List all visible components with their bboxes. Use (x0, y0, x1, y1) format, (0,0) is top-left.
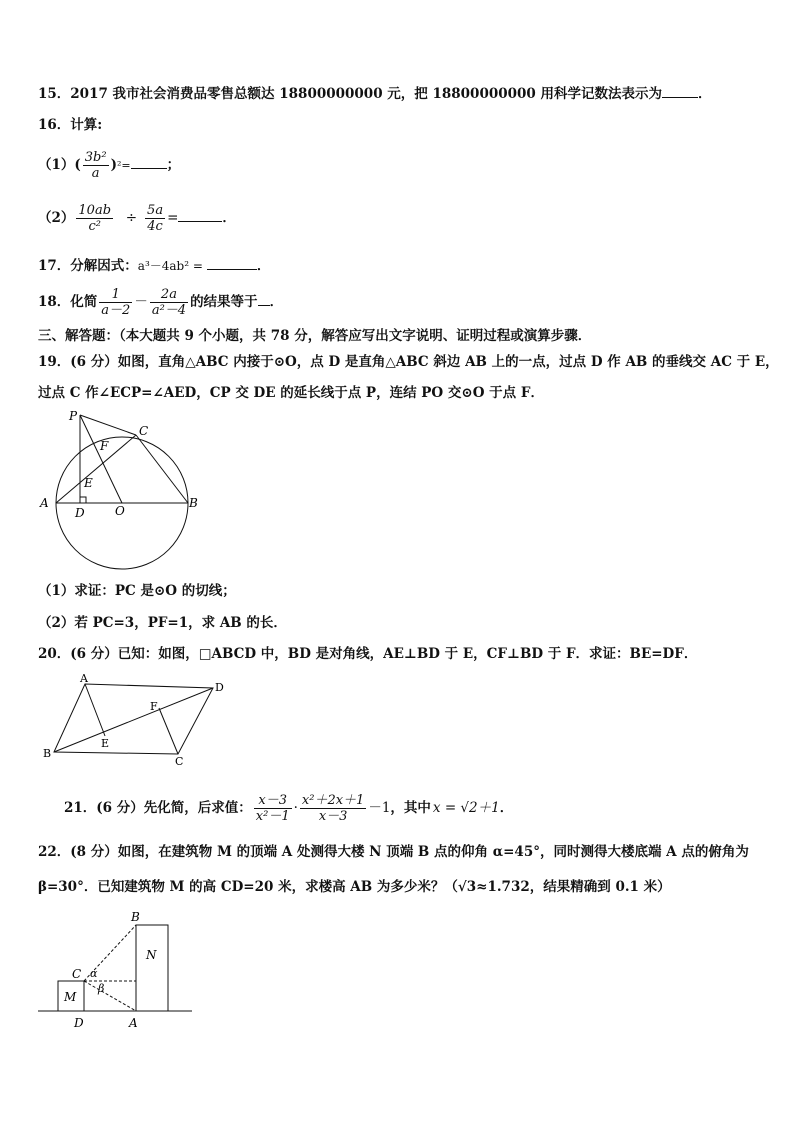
label-d: D (215, 681, 224, 694)
label-a: A (40, 496, 49, 510)
denominator: 4c (147, 219, 163, 234)
paren-close: ) (110, 157, 117, 173)
period: ． (499, 800, 514, 816)
question-19-sub-1: （1）求证：PC 是⊙O 的切线； (38, 583, 236, 599)
question-18 (38, 287, 283, 318)
denominator: a²－4 (151, 303, 187, 318)
numerator: 1 (99, 287, 132, 303)
answer-blank (178, 208, 222, 222)
segment-cb (136, 435, 188, 503)
part-label: （1）( (38, 157, 81, 173)
answer-blank (258, 292, 270, 306)
label-b: B (43, 747, 52, 760)
period: ． (698, 86, 712, 102)
denominator: a－2 (101, 303, 131, 318)
question-17-text: 17．分解因式： (38, 258, 138, 274)
fraction-2 (150, 287, 188, 318)
label-n: N (146, 948, 157, 962)
question-22-line-1: 22．(8 分）如图，在建筑物 M 的顶端 A 处测得大楼 N 顶端 B 点的仰角 α=45°，同时测得大楼底端 A 点的俯角为 (38, 844, 749, 860)
label-d: D (75, 506, 85, 520)
part-label: （2） (38, 210, 75, 226)
question-17 (38, 256, 270, 275)
question-21 (64, 793, 513, 824)
denominator: c² (88, 219, 101, 234)
label-e: E (84, 476, 93, 490)
fraction-2 (300, 793, 366, 824)
question-19-sub-2: （2）若 PC=3，PF=1，求 AB 的长． (38, 615, 287, 631)
power: ²= (116, 159, 131, 172)
label-f: F (100, 439, 109, 453)
answer-blank (207, 256, 257, 270)
building-n (136, 925, 168, 1011)
label-o: O (115, 504, 125, 518)
period: ． (256, 258, 271, 274)
label-a: A (80, 672, 88, 685)
question-19-line-1: 19．(6 分）如图，直角△ABC 内接于⊙O，点 D 是直角△ABC 斜边 AB 上的一点，过点 D 作 AB 的垂线交 AC 于 E， (38, 354, 779, 370)
diagonal-bd (54, 688, 213, 752)
denominator: x－3 (318, 809, 348, 824)
label-d: D (74, 1016, 84, 1030)
label-c: C (175, 755, 184, 768)
numerator: 3b² (84, 150, 107, 165)
label-c: C (72, 967, 82, 981)
equals-sign: = (167, 210, 179, 226)
parallelogram-abcd (54, 684, 213, 754)
answer-blank (662, 84, 698, 98)
denominator: a (91, 166, 100, 181)
label-p: P (69, 409, 78, 423)
divide-sign: ÷ (125, 210, 138, 226)
numerator: x－3 (254, 793, 292, 809)
sight-line-to-a (84, 981, 136, 1011)
numerator: 2a (150, 287, 188, 303)
question-18-text: 18．化简 (38, 294, 98, 310)
fraction-2 (145, 203, 165, 234)
label-alpha: α (90, 967, 98, 980)
right-angle-mark (80, 497, 86, 503)
label-m: M (64, 990, 77, 1004)
expression: a³－4ab² = (137, 259, 203, 273)
question-19-line-2: 过点 C 作∠ECP=∠AED，CP 交 DE 的延长线于点 P，连结 PO 交⊙O 于点 F． (38, 385, 544, 401)
question-15-text: 15．2017 我市社会消费品零售总额达 18800000000 元，把 18800000000 用科学记数法表示为 (38, 86, 663, 102)
fraction-1 (99, 287, 132, 318)
fraction (83, 150, 109, 181)
numerator: 5a (147, 203, 164, 218)
label-a: A (129, 1016, 138, 1030)
question-18-suffix: 的结果等于 (190, 294, 258, 310)
answer-blank (131, 155, 167, 169)
denominator: x²－1 (255, 809, 290, 824)
dot-sign: · (293, 800, 298, 816)
condition: x = √2＋1 (432, 800, 500, 816)
numerator: x²＋2x＋1 (301, 793, 365, 808)
section-3-heading: 三、解答题：（本大题共 9 个小题，共 78 分，解答应写出文字说明、证明过程或演算步骤． (38, 328, 592, 344)
label-c: C (139, 424, 149, 438)
label-b: B (131, 910, 140, 924)
label-beta: β (98, 982, 105, 995)
question-15 (38, 84, 712, 103)
condition-prefix: ，其中 (390, 800, 431, 816)
label-f: F (150, 700, 158, 713)
period: ． (222, 210, 236, 226)
figure-20 (38, 672, 238, 768)
period: ． (269, 294, 284, 310)
question-16-part-2 (38, 203, 236, 234)
question-16-title: 16．计算: (38, 117, 103, 133)
numerator: 10ab (78, 203, 112, 218)
minus-one: －1 (368, 800, 391, 816)
question-20: 20．(6 分）已知：如图，□ABCD 中，BD 是对角线，AE⊥BD 于 E，CF⊥BD 于 F．求证：BE=DF． (38, 646, 698, 662)
label-e: E (101, 737, 110, 750)
question-16-part-1 (38, 150, 180, 181)
minus-sign: － (134, 294, 148, 310)
figure-19 (36, 405, 206, 577)
label-b: B (189, 496, 198, 510)
segment-cf (159, 708, 178, 754)
semicolon: ； (166, 157, 181, 173)
segment-ac (56, 435, 136, 503)
fraction-1 (76, 203, 113, 234)
figure-22 (36, 905, 196, 1035)
question-21-text: 21．(6 分）先化简，后求值： (64, 800, 252, 816)
segment-ae (85, 684, 105, 736)
fraction-1 (254, 793, 292, 824)
question-22-line-2: β=30°．已知建筑物 M 的高 CD=20 米，求楼高 AB 为多少米？（√3≈1.732，结果精确到 0.1 米） (38, 879, 671, 895)
